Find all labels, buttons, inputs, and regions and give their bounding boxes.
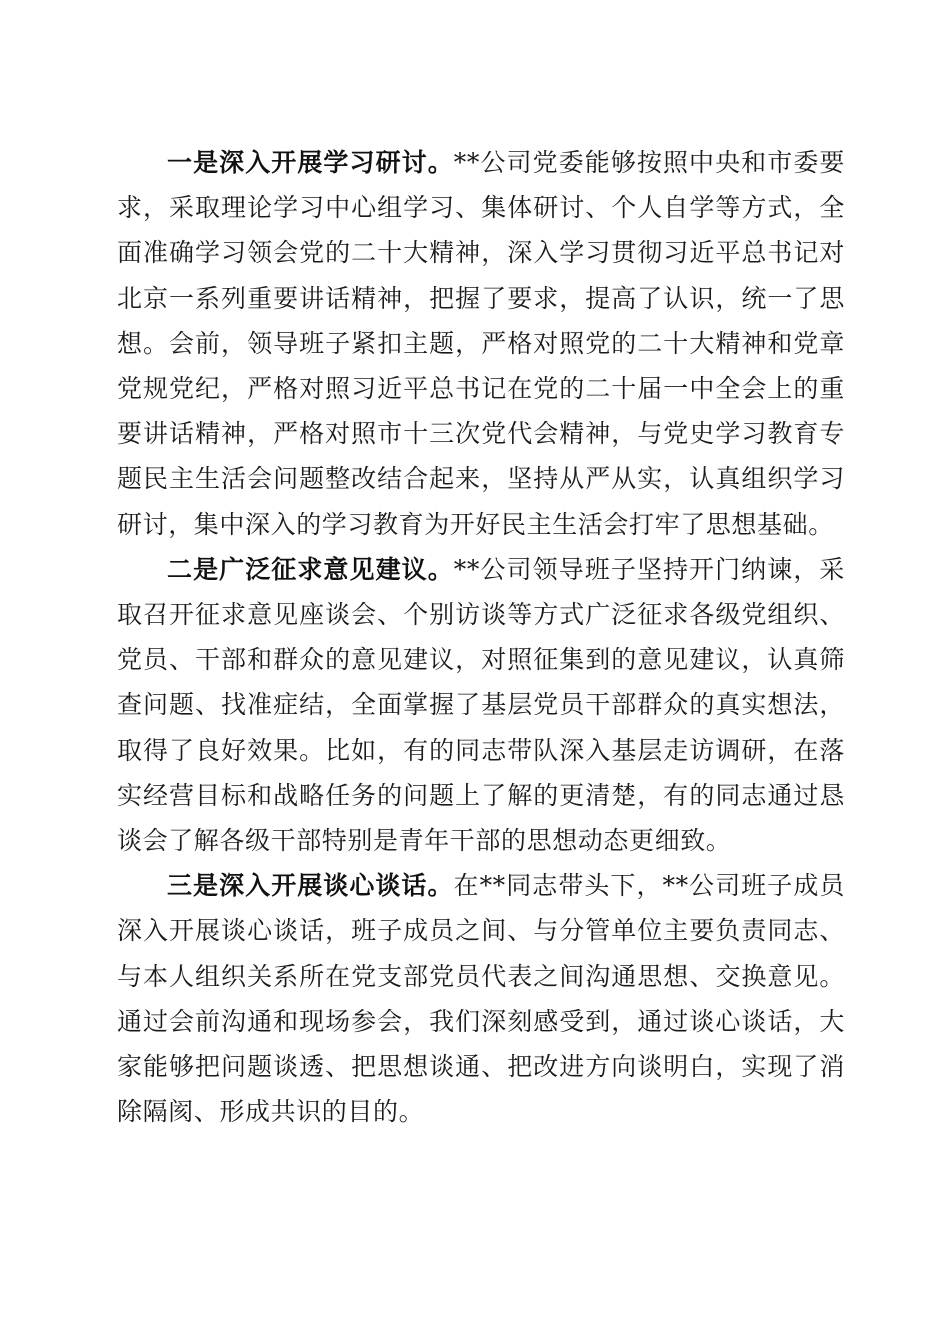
paragraph-heading: 二是广泛征求意见建议。 [167, 554, 454, 584]
paragraph-text: **公司领导班子坚持开门纳谏，采取召开征求意见座谈会、个别访谈等方式广泛征求各级党组织、党员、干部和群众的意见建议，对照征集到的意见建议，认真筛查问题、找准症结，全面掌握了基层党员干部群众的真实想法，取得了良好效果。比如，有的同志带队深入基层走访调研，在落实经营目标和战略任务的问题上了解的更清楚，有的同志通过恳谈会了解各级干部特别是青年干部的思想动态更细致。 [117, 554, 845, 856]
paragraph-heading: 一是深入开展学习研讨。 [167, 148, 454, 177]
paragraph-study-discussion [117, 140, 845, 547]
paragraph-text: 在**同志带头下，**公司班子成员深入开展谈心谈话，班子成员之间、与分管单位主要负责同志、与本人组织关系所在党支部党员代表之间沟通思想、交换意见。通过会前沟通和现场参会，我们深刻感受到，通过谈心谈话，大家能够把问题谈透、把思想谈通、把改进方向谈明白，实现了消除隔阂、形成共识的目的。 [117, 871, 845, 1127]
paragraph-heart-to-heart-talks [117, 863, 845, 1134]
paragraph-text: **公司党委能够按照中央和市委要求，采取理论学习中心组学习、集体研讨、个人自学等方式，全面准确学习领会党的二十大精神，深入学习贯彻习近平总书记对北京一系列重要讲话精神，把握了要求，提高了认识，统一了思想。会前，领导班子紧扣主题，严格对照党的二十大精神和党章党规党纪，严格对照习近平总书记在党的二十届一中全会上的重要讲话精神，严格对照市十三次党代会精神，与党史学习教育专题民主生活会问题整改结合起来，坚持从严从实，认真组织学习研讨，集中深入的学习教育为开好民主生活会打牢了思想基础。 [117, 148, 845, 539]
document-body [117, 140, 845, 1134]
paragraph-solicit-opinions [117, 547, 845, 863]
paragraph-heading: 三是深入开展谈心谈话。 [167, 871, 454, 901]
